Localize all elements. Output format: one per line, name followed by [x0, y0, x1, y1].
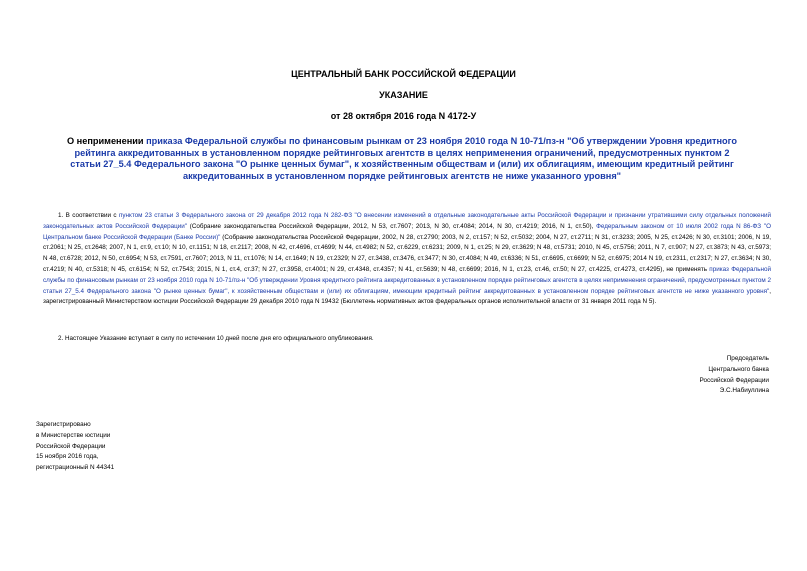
signature-organization: Центрального банка: [708, 365, 769, 373]
signature-block: [700, 354, 770, 397]
paragraph-2: 2. Настоящее Указание вступает в силу по истечении 10 дней после дня его официального опубликования.: [58, 335, 374, 342]
registration-line-1: Зарегистрировано: [36, 421, 91, 428]
signature-country: Российской Федерации: [699, 376, 769, 384]
law-86fz-link[interactable]: Федеральным законом от 10 июля 2002 года N 86-ФЗ "О Центральном банке Российской Федерации (Банке России)": [43, 222, 771, 241]
title-order-link[interactable]: приказа Федеральной службы по финансовым рынкам от 23 ноября 2010 года N 10-71/пз-н "Об утверждении Уровня кредитного рейтинга аккредитованных в установленном порядке рейтинговых агентств в целях неприменения ограничений, предусмотренных пунктом 2 статьи 27_5.4 Федерального закона "О рынке ценных бумаг", к хозяйственным обществам и (или) их облигациям, имеющим кредитный рейтинг аккредитованных в установленном порядке рейтинговых агентств не ниже указанного уровня": [70, 136, 737, 181]
signature-position: Председатель: [726, 355, 769, 362]
paragraph-1: [43, 211, 771, 308]
issuer-heading: ЦЕНТРАЛЬНЫЙ БАНК РОССИЙСКОЙ ФЕДЕРАЦИИ: [291, 69, 516, 79]
paragraph-1-text-1: (Собрание законодательства Российской Федерации, 2012, N 53, ст.7607; 2013, N 30, ст.4084; 2014, N 30, ст.4219; 2016, N 1, ст.50),: [187, 222, 597, 230]
paragraph-1-text-0: 1. В соответствии с: [58, 212, 119, 219]
paragraph-1-text-2: (Собрание законодательства Российской Федерации, 2002, N 28, ст.2790; 2003, N 2, ст.157; N 52, ст.5032; 2004, N 27, ст.2711; N 31, ст.3233; 2005, N 25, ст.2426; N 30, ст.3101; 2006, N 19, ст.2061; N 25, ст.2648; 2007, N 1, ст.9, ст.10; N 10, ст.1151; N 18, ст.2117; 2008, N 42, ст.4696, ст.4699; N 44, ст.4982; N 52, ст.6229, ст.6231; 2009, N 1, ст.25; N 29, ст.3629; N 48, ст.5731; 2010, N 45, ст.5756; 2011, N 7, ст.907; N 27, ст.3873; N 43, ст.5973; N 48, ст.6728; 2012, N 50, ст.6954; N 53, ст.7591, ст.7607; 2013, N 11, ст.1076; N 14, ст.1649; N 19, ст.2329; N 27, ст.3438, ст.3476, ст.3477; N 30, ст.4084; N 49, ст.6336; N 51, ст.6695, ст.6699; N 52, ст.6975; 2014 N 19, ст.2311, ст.2317; N 27, ст.3634; N 30, ст.4219; N 40, ст.5318; N 45, ст.6154; N 52, ст.7543; 2015, N 1, ст.4, ст.37; N 27, ст.3958, ст.4001; N 29, ст.4348, ст.4357; N 41, ст.5639; N 48, ст.6699; 2016, N 1, ст.23, ст.46, ст.50; N 27, ст.4225, ст.4273, ст.4295), не применять: [43, 233, 771, 273]
registration-line-2: в Министерстве юстиции: [36, 431, 111, 439]
document-type-heading: УКАЗАНИЕ: [379, 90, 428, 100]
registration-block: [36, 420, 114, 474]
signature-name: Э.С.Набиуллина: [719, 387, 769, 395]
document-title: [62, 136, 742, 182]
law-282fz-link[interactable]: пунктом 23 статьи 3 Федерального закона от 29 декабря 2012 года N 282-ФЗ "О внесении изменений в отдельные законодательные акты Российской Федерации и признании утратившими силу отдельных положений законодательных актов Российской Федерации": [43, 212, 771, 230]
registration-number: регистрационный N 44341: [36, 464, 115, 472]
fsfr-order-link[interactable]: приказ Федеральной службы по финансовым рынкам от 23 ноября 2010 года N 10-71/пз-н "Об утверждении Уровня кредитного рейтинга аккредитованных в установленном порядке рейтинговых агентств в целях неприменения ограничений, предусмотренных пунктом 2 статьи 27_5.4 Федерального закона "О рынке ценных бумаг", к хозяйственным обществам и (или) их облигациям, имеющим кредитный рейтинг аккредитованных в установленном порядке рейтинговых агентств не ниже указанного уровня": [43, 265, 771, 295]
document-date-number: от 28 октября 2016 года N 4172-У: [330, 111, 477, 121]
paragraph-1-text-3: , зарегистрированный Министерством юстиции Российской Федерации 29 декабря 2010 года N 19432 (Бюллетень нормативных актов федеральных органов исполнительной власти от 31 января 2011 года N 5).: [43, 287, 771, 306]
registration-line-3: Российской Федерации: [36, 442, 106, 450]
title-prefix: О неприменении: [66, 136, 147, 146]
registration-date: 15 ноября 2016 года,: [36, 453, 99, 461]
